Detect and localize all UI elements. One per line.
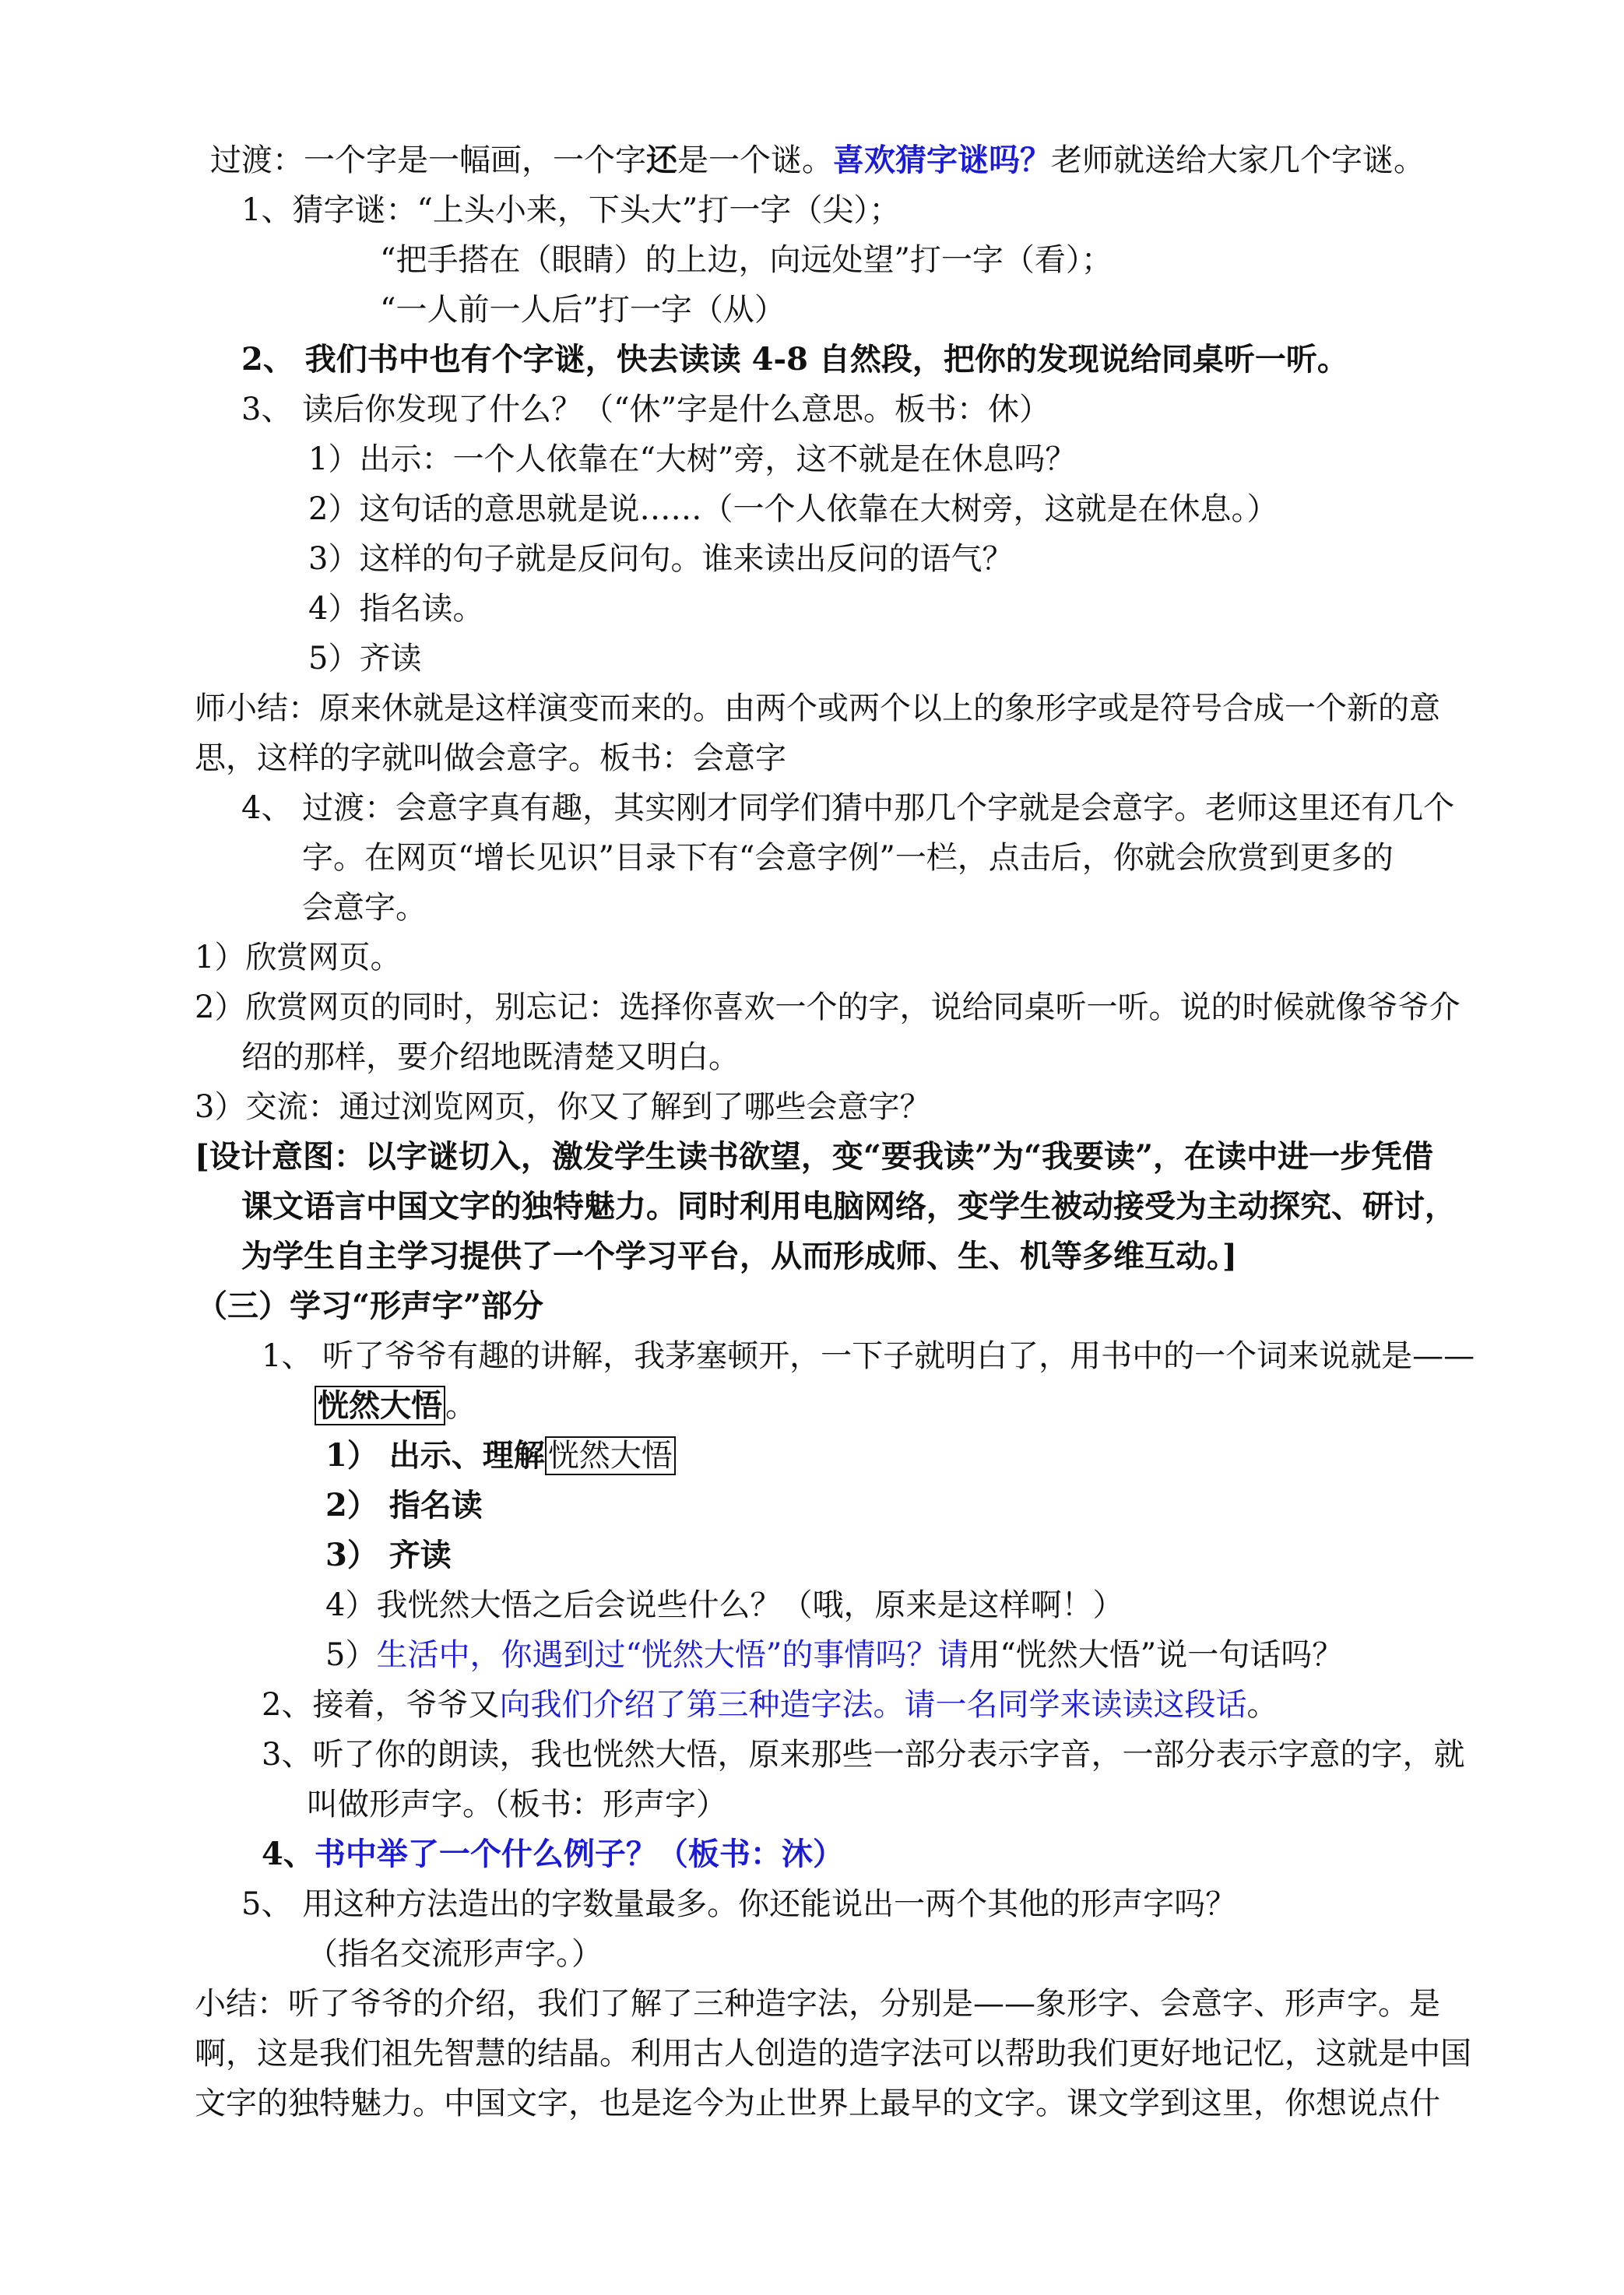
design-intent: [设计意图：以字谜切入，激发学生读书欲望，变“要我读”为“我要读”，在读中进一步凭借 bbox=[195, 1138, 1433, 1175]
step-4-cont: 会意字。 bbox=[302, 890, 427, 926]
highlighted-question: 书中举了一个什么例子？（板书：沐） bbox=[314, 1836, 844, 1872]
activity-item: 2）欣赏网页的同时，别忘记：选择你喜欢一个的字，说给同桌听一听。说的时候就像爷爷介 bbox=[195, 989, 1461, 1025]
step-1-cont bbox=[315, 1386, 476, 1426]
step-4 bbox=[262, 1834, 844, 1875]
substep: 1）出示：一个人依靠在“大树”旁，这不就是在休息吗？ bbox=[308, 441, 1077, 477]
activity-item: 3）交流：通过浏览网页，你又了解到了哪些会意字？ bbox=[195, 1089, 931, 1125]
teacher-summary-cont: 思，这样的字就叫做会意字。板书：会意字 bbox=[195, 740, 786, 776]
riddle-item-2: “把手搭在（眼睛）的上边，向远处望”打一字（看）； bbox=[380, 242, 1113, 278]
text-segment: 2、接着，爷爷又 bbox=[262, 1687, 500, 1723]
step-3: 3、听了你的朗读，我也恍然大悟，原来那些一部分表示字音，一部分表示字意的字，就 bbox=[262, 1737, 1465, 1773]
substep: 4）指名读。 bbox=[308, 591, 484, 627]
section-heading: （三）学习“形声字”部分 bbox=[196, 1288, 544, 1324]
text-segment: 。 bbox=[1246, 1687, 1278, 1723]
summary-cont: 啊，这是我们祖先智慧的结晶。利用古人创造的造字法可以帮助我们更好地记忆，这就是中国 bbox=[195, 2036, 1471, 2072]
text-segment: 用“恍然大悟”说一句话吗？ bbox=[968, 1637, 1344, 1673]
summary: 小结：听了爷爷的介绍，我们了解了三种造字法，分别是——象形字、会意字、形声字。是 bbox=[195, 1986, 1440, 2022]
substep: 3） 齐读 bbox=[325, 1537, 452, 1573]
text-segment-bold: 还 bbox=[646, 142, 677, 178]
step-2-bold: 2、 我们书中也有个字谜，快去读读 4-8 自然段，把你的发现说给同桌听一听。 bbox=[241, 341, 1348, 378]
step-4: 4、 过渡：会意字真有趣，其实刚才同学们猜中那几个字就是会意字。老师这里还有几个 bbox=[241, 790, 1455, 826]
substep: 2） 指名读 bbox=[325, 1487, 483, 1524]
highlighted-text: 向我们介绍了第三种造字法。请一名同学来读读这段话 bbox=[499, 1687, 1247, 1723]
text-segment: 过渡：一个字是一幅画，一个字 bbox=[210, 142, 646, 178]
substep: 3）这样的句子就是反问句。谁来读出反问的语气？ bbox=[308, 541, 1014, 577]
text-segment: 。 bbox=[445, 1388, 476, 1424]
step-2 bbox=[262, 1685, 1278, 1725]
step-5: 5、 用这种方法造出的字数量最多。你还能说出一两个其他的形声字吗？ bbox=[241, 1886, 1237, 1922]
text-segment: 老师就送给大家几个字谜。 bbox=[1051, 142, 1425, 178]
substep: 5）齐读 bbox=[308, 641, 422, 677]
boxed-term: 恍然大悟 bbox=[545, 1436, 676, 1475]
text-segment-bold: 1） 出示、理解 bbox=[325, 1437, 545, 1474]
substep: 2）这句话的意思就是说……（一个人依靠在大树旁，这就是在休息。） bbox=[308, 491, 1278, 527]
substep bbox=[325, 1635, 1343, 1675]
activity-item-cont: 绍的那样，要介绍地既清楚又明白。 bbox=[241, 1039, 740, 1075]
text-segment: 是一个谜。 bbox=[677, 142, 833, 178]
step-3-cont: 叫做形声字。（板书：形声字） bbox=[307, 1787, 727, 1822]
step-4-cont: 字。在网页“增长见识”目录下有“会意字例”一栏，点击后，你就会欣赏到更多的 bbox=[302, 840, 1394, 876]
highlighted-question: 喜欢猜字谜吗？ bbox=[833, 142, 1051, 178]
design-intent-cont: 课文语言中国文字的独特魅力。同时利用电脑网络，变学生被动接受为主动探究、研讨， bbox=[241, 1188, 1456, 1225]
riddle-item-1: 1、猜字谜：“上头小来，下头大”打一字（尖）； bbox=[241, 192, 901, 228]
teacher-summary: 师小结：原来休就是这样演变而来的。由两个或两个以上的象形字或是符号合成一个新的意 bbox=[195, 691, 1440, 726]
text-segment: 4、 bbox=[262, 1836, 315, 1872]
substep: 4）我恍然大悟之后会说些什么？（哦，原来是这样啊！） bbox=[325, 1587, 1124, 1623]
step-5-cont: （指名交流形声字。） bbox=[307, 1936, 603, 1972]
substep bbox=[325, 1436, 676, 1476]
boxed-term: 恍然大悟 bbox=[315, 1386, 445, 1425]
riddle-item-3: “一人前一人后”打一字（从） bbox=[380, 292, 786, 328]
transition-line bbox=[210, 140, 1425, 181]
step-3: 3、 读后你发现了什么？（“休”字是什么意思。板书：休） bbox=[241, 392, 1051, 427]
step-1: 1、 听了爷爷有趣的讲解，我茅塞顿开，一下子就明白了，用书中的一个词来说就是—— bbox=[262, 1338, 1475, 1374]
summary-cont: 文字的独特魅力。中国文字，也是迄今为止世界上最早的文字。课文学到这里，你想说点什 bbox=[195, 2086, 1440, 2121]
activity-item: 1）欣赏网页。 bbox=[195, 940, 402, 975]
highlighted-question: 生活中，你遇到过“恍然大悟”的事情吗？请 bbox=[376, 1637, 969, 1673]
text-segment: 5） bbox=[325, 1637, 377, 1673]
design-intent-cont: 为学生自主学习提供了一个学习平台，从而形成师、生、机等多维互动。] bbox=[241, 1238, 1237, 1274]
